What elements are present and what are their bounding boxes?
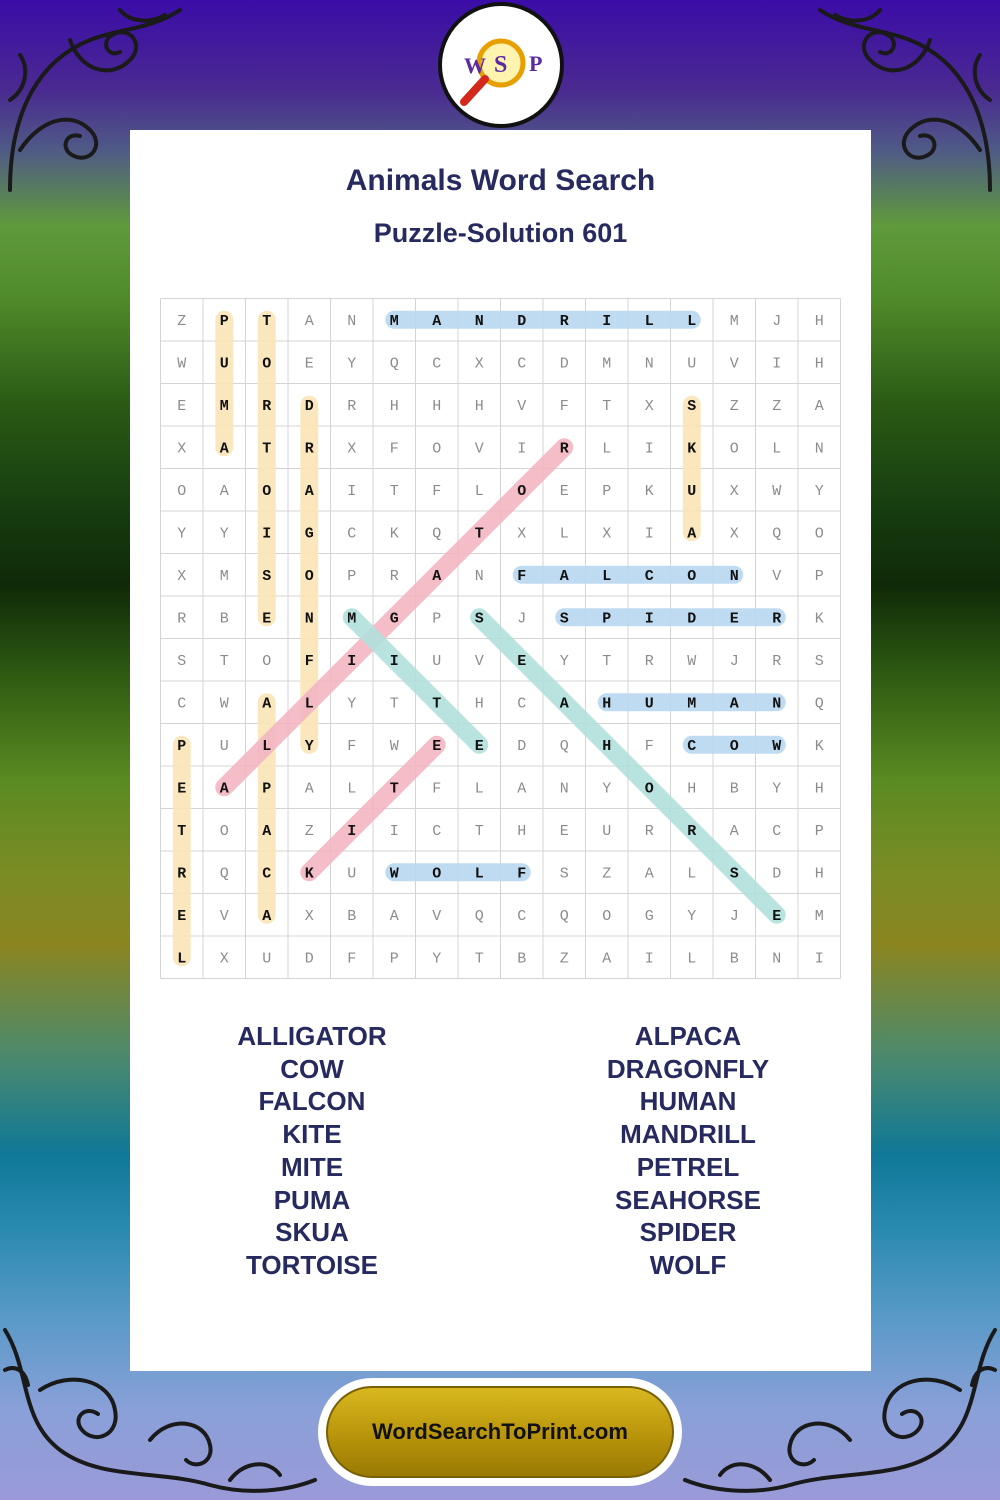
grid-letter: Z (304, 822, 314, 840)
grid-letter: O (602, 907, 612, 925)
grid-letter-found: A (559, 695, 569, 713)
grid-letter: P (814, 567, 824, 585)
grid-letter-found: M (219, 397, 229, 415)
grid-letter-found: O (262, 482, 272, 500)
puzzle-title: Animals Word Search (345, 164, 656, 197)
grid-letter: C (517, 907, 527, 925)
grid-letter-found: L (262, 737, 272, 755)
grid-letter-found: A (432, 312, 442, 330)
grid-letter: P (347, 567, 357, 585)
grid-letter-found: K (687, 440, 697, 458)
grid-letter: H (474, 695, 484, 713)
grid-letter-found: R (304, 440, 314, 458)
word-list-item: TORTOISE (246, 1249, 378, 1280)
grid-letter: I (347, 482, 357, 500)
grid-letter: T (389, 482, 399, 500)
grid-letter: V (474, 440, 484, 458)
grid-letter: Z (602, 865, 612, 883)
grid-letter: H (474, 397, 484, 415)
grid-letter: L (347, 780, 357, 798)
grid-letter: Z (729, 397, 739, 415)
grid-letter: T (474, 950, 484, 968)
grid-letter: P (814, 822, 824, 840)
grid-letter: I (517, 440, 527, 458)
grid-letter-found: K (304, 865, 314, 883)
grid-letter-found: R (687, 822, 697, 840)
word-list-item: SPIDER (639, 1217, 737, 1248)
grid-letter: V (219, 907, 229, 925)
grid-letter: U (687, 355, 697, 373)
grid-letter: W (772, 482, 782, 500)
grid-letter: V (432, 907, 442, 925)
grid-letter: R (644, 652, 654, 670)
grid-letter-found: E (474, 737, 484, 755)
grid-letter: I (644, 950, 654, 968)
grid-letter: A (729, 822, 739, 840)
grid-letter-found: Y (304, 737, 314, 755)
grid-letter-found: O (304, 567, 314, 585)
grid-letter-found: S (474, 610, 484, 628)
word-list-item: SEAHORSE (615, 1184, 761, 1215)
grid-letter-found: A (219, 780, 229, 798)
grid-letter: Q (474, 907, 484, 925)
grid-letter-found: S (687, 397, 697, 415)
grid-letter: B (517, 950, 527, 968)
grid-letter: W (177, 355, 187, 373)
grid-letter: U (602, 822, 612, 840)
grid-letter-found: E (432, 737, 442, 755)
grid-letter: S (177, 652, 187, 670)
grid-letter: J (729, 907, 739, 925)
grid-letter: Y (602, 780, 612, 798)
grid-letter-found: O (687, 567, 697, 585)
grid-letter: Y (347, 355, 357, 373)
grid-letter: B (347, 907, 357, 925)
grid-letter: E (177, 397, 187, 415)
puzzle-sheet (130, 130, 871, 1371)
grid-letter: D (772, 865, 782, 883)
grid-letter-found: A (262, 907, 272, 925)
grid-letter: K (644, 482, 654, 500)
grid-letter: H (389, 397, 399, 415)
grid-letter-found: T (262, 312, 272, 330)
grid-letter-found: N (474, 312, 484, 330)
grid-letter: O (177, 482, 187, 500)
footer-badge (318, 1378, 682, 1486)
grid-letter-found: G (389, 610, 399, 628)
grid-letter: F (347, 950, 357, 968)
grid-letter: I (644, 440, 654, 458)
grid-letter: I (814, 950, 824, 968)
grid-letter: Z (772, 397, 782, 415)
grid-letter: T (602, 652, 612, 670)
grid-letter-found: O (262, 355, 272, 373)
grid-letter-found: O (432, 865, 442, 883)
word-list-right (538, 1020, 838, 1282)
grid-letter: B (729, 780, 739, 798)
grid-letter: X (177, 440, 187, 458)
grid-letter-found: I (262, 525, 272, 543)
grid-letter: Y (687, 907, 697, 925)
grid-letter: L (559, 525, 569, 543)
grid-letter-found: A (559, 567, 569, 585)
grid-letter: M (219, 567, 229, 585)
grid-letter: A (219, 482, 229, 500)
grid-letter-found: A (432, 567, 442, 585)
grid-letter-found: F (517, 865, 527, 883)
grid-letter-found: A (729, 695, 739, 713)
grid-letter-found: M (347, 610, 357, 628)
grid-letter: C (432, 822, 442, 840)
word-list-item: ALPACA (634, 1021, 742, 1051)
grid-letter-found: P (177, 737, 187, 755)
grid-letter-found: H (602, 695, 612, 713)
grid-letter: D (559, 355, 569, 373)
magnifier-handle-icon (464, 79, 485, 102)
word-list-item: KITE (282, 1119, 342, 1150)
grid-letter-found: N (729, 567, 739, 585)
grid-letter-found: E (177, 907, 187, 925)
grid-letter: H (814, 780, 824, 798)
grid-letter: J (772, 312, 782, 330)
grid-letter: G (644, 907, 654, 925)
grid-letter: C (772, 822, 782, 840)
grid-letter: A (304, 312, 314, 330)
grid-letter: Q (432, 525, 442, 543)
grid-letter-found: I (644, 610, 654, 628)
grid-letter: V (729, 355, 739, 373)
grid-letter-found: D (304, 397, 314, 415)
grid-letter: N (347, 312, 357, 330)
grid-letter: P (432, 610, 442, 628)
grid-letter-found: E (262, 610, 272, 628)
grid-letter: Y (432, 950, 442, 968)
grid-letter: J (729, 652, 739, 670)
grid-letter: F (347, 737, 357, 755)
grid-letter: X (474, 355, 484, 373)
puzzle-subtitle: Puzzle-Solution 601 (373, 218, 628, 248)
grid-letter: X (644, 397, 654, 415)
grid-letter: O (262, 652, 272, 670)
grid-letter: N (814, 440, 824, 458)
grid-letter: M (729, 312, 739, 330)
grid-letter: T (474, 822, 484, 840)
grid-letter-found: U (687, 482, 697, 500)
grid-letter: X (602, 525, 612, 543)
grid-letter: U (262, 950, 272, 968)
grid-letter-found: P (219, 312, 229, 330)
grid-letter: Q (219, 865, 229, 883)
grid-letter: L (687, 950, 697, 968)
grid-letter-found: A (304, 482, 314, 500)
grid-letter: S (559, 865, 569, 883)
word-list-item: SKUA (275, 1217, 349, 1248)
grid-letter-found: O (729, 737, 739, 755)
grid-letter-found: S (559, 610, 569, 628)
grid-letter: C (517, 355, 527, 373)
grid-letter-found: T (262, 440, 272, 458)
grid-letter-found: U (644, 695, 654, 713)
grid-letter: W (687, 652, 697, 670)
grid-letter: Q (814, 695, 824, 713)
grid-letter-found: L (602, 567, 612, 585)
grid-letter: H (687, 780, 697, 798)
grid-letter: A (814, 397, 824, 415)
grid-letter: M (814, 907, 824, 925)
grid-letter-found: T (389, 780, 399, 798)
grid-letter: K (814, 737, 824, 755)
grid-letter-found: P (602, 610, 612, 628)
grid-letter-found: R (559, 312, 569, 330)
grid-letter: Y (814, 482, 824, 500)
grid-letter: Q (389, 355, 399, 373)
grid-letter-found: P (262, 780, 272, 798)
grid-letter: A (389, 907, 399, 925)
grid-letter-found: I (347, 652, 357, 670)
grid-letter: A (304, 780, 314, 798)
grid-letter: V (517, 397, 527, 415)
grid-letter: P (389, 950, 399, 968)
grid-letter-found: N (304, 610, 314, 628)
grid-letter-found: R (262, 397, 272, 415)
grid-letter-found: R (772, 610, 782, 628)
grid-letter-found: C (262, 865, 272, 883)
grid-letter: H (432, 397, 442, 415)
site-logo (438, 2, 564, 128)
grid-letter-found: M (389, 312, 399, 330)
grid-letter-found: A (262, 695, 272, 713)
logo-letter-p: P (529, 51, 543, 76)
grid-letter: Q (772, 525, 782, 543)
grid-letter-found: H (602, 737, 612, 755)
grid-letter: A (517, 780, 527, 798)
grid-letter: T (389, 695, 399, 713)
grid-letter: A (602, 950, 612, 968)
grid-letter: H (517, 822, 527, 840)
grid-letter-found: D (687, 610, 697, 628)
grid-letter: N (772, 950, 782, 968)
grid-letter-found: A (687, 525, 697, 543)
word-list-item: DRAGONFLY (606, 1053, 770, 1084)
grid-letter: O (219, 822, 229, 840)
grid-letter: E (559, 482, 569, 500)
grid-letter: F (644, 737, 654, 755)
grid-letter-found: N (772, 695, 782, 713)
grid-letter: Z (559, 950, 569, 968)
grid-letter: N (559, 780, 569, 798)
grid-letter-found: C (644, 567, 654, 585)
grid-letter: R (347, 397, 357, 415)
grid-letter: O (729, 440, 739, 458)
grid-letter-found: I (602, 312, 612, 330)
grid-letter-found: A (219, 440, 229, 458)
grid-letter-found: C (687, 737, 697, 755)
grid-letter-found: E (177, 780, 187, 798)
site-link[interactable]: WordSearchToPrint.com (326, 1386, 674, 1478)
grid-letter: Y (347, 695, 357, 713)
grid-letter: F (432, 482, 442, 500)
grid-letter-found: S (262, 567, 272, 585)
grid-letter: U (219, 737, 229, 755)
grid-letter: C (177, 695, 187, 713)
grid-letter: C (517, 695, 527, 713)
grid-letter: H (814, 355, 824, 373)
grid-letter: M (602, 355, 612, 373)
grid-letter: C (432, 355, 442, 373)
grid-letter: U (347, 865, 357, 883)
grid-letter: K (389, 525, 399, 543)
grid-letter: Y (772, 780, 782, 798)
grid-letter: N (474, 567, 484, 585)
grid-letter-found: L (644, 312, 654, 330)
word-list-item: PUMA (273, 1184, 351, 1215)
grid-letter: X (304, 907, 314, 925)
grid-letter-found: L (304, 695, 314, 713)
grid-letter: L (772, 440, 782, 458)
grid-letter: X (729, 525, 739, 543)
grid-letter-found: L (177, 950, 187, 968)
grid-letter-found: L (474, 865, 484, 883)
grid-letter: F (559, 397, 569, 415)
grid-letter: J (517, 610, 527, 628)
grid-letter: X (347, 440, 357, 458)
grid-letter: H (814, 865, 824, 883)
grid-letter: D (517, 737, 527, 755)
grid-letter-found: T (177, 822, 187, 840)
grid-letter: O (432, 440, 442, 458)
grid-letter-found: F (304, 652, 314, 670)
grid-letter: I (772, 355, 782, 373)
grid-letter-found: D (517, 312, 527, 330)
grid-letter: Y (219, 525, 229, 543)
grid-letter: T (219, 652, 229, 670)
grid-letter: I (644, 525, 654, 543)
grid-letter-found: E (517, 652, 527, 670)
grid-letter: Y (177, 525, 187, 543)
grid-letter: K (814, 610, 824, 628)
grid-letter: F (432, 780, 442, 798)
grid-letter-found: I (389, 652, 399, 670)
grid-letter: X (517, 525, 527, 543)
grid-letter: L (687, 865, 697, 883)
word-list-item: FALCON (258, 1086, 366, 1117)
grid-letter: V (772, 567, 782, 585)
grid-letter-found: M (687, 695, 697, 713)
grid-letter: Y (559, 652, 569, 670)
grid-letter: F (389, 440, 399, 458)
word-list-item: PETREL (636, 1151, 740, 1182)
grid-letter: W (219, 695, 229, 713)
word-list-item: ALLIGATOR (237, 1021, 387, 1051)
grid-letter-found: R (177, 865, 187, 883)
grid-letter: R (644, 822, 654, 840)
grid-letter: I (389, 822, 399, 840)
grid-letter-found: T (432, 695, 442, 713)
grid-letter: U (432, 652, 442, 670)
logo-letter-s: S (494, 52, 508, 78)
word-list-item: COW (280, 1053, 344, 1084)
grid-letter-found: I (347, 822, 357, 840)
grid-letter: W (389, 737, 399, 755)
grid-letter-found: U (219, 355, 229, 373)
word-list-left (162, 1020, 462, 1282)
grid-letter-found: W (389, 865, 399, 883)
grid-letter: H (814, 312, 824, 330)
grid-letter: A (644, 865, 654, 883)
logo-letter-w: W (464, 53, 486, 78)
grid-letter-found: R (559, 440, 569, 458)
grid-letter: X (729, 482, 739, 500)
grid-letter: O (814, 525, 824, 543)
grid-letter-found: E (729, 610, 739, 628)
word-search-grid (160, 298, 841, 979)
grid-letter-found: O (517, 482, 527, 500)
grid-letter-found: T (474, 525, 484, 543)
grid-letter: V (474, 652, 484, 670)
word-list-item: MANDRILL (620, 1119, 756, 1150)
grid-letter: E (559, 822, 569, 840)
grid-letter: S (814, 652, 824, 670)
grid-letter-found: E (772, 907, 782, 925)
grid-letter-found: A (262, 822, 272, 840)
grid-letter-found: S (729, 865, 739, 883)
grid-letter-found: F (517, 567, 527, 585)
word-list-item: HUMAN (639, 1086, 737, 1117)
grid-letter-found: G (304, 525, 314, 543)
grid-letter: Q (559, 737, 569, 755)
grid-letter: E (304, 355, 314, 373)
grid-letter: L (474, 482, 484, 500)
grid-letter: R (177, 610, 187, 628)
grid-letter-found: O (644, 780, 654, 798)
grid-letter: P (602, 482, 612, 500)
word-list-item: WOLF (649, 1249, 727, 1280)
grid-letter: X (219, 950, 229, 968)
grid-letter-found: L (687, 312, 697, 330)
grid-letter: C (347, 525, 357, 543)
grid-letter: Z (177, 312, 187, 330)
grid-letter: R (772, 652, 782, 670)
grid-letter: B (729, 950, 739, 968)
grid-letter: B (219, 610, 229, 628)
grid-letter: L (474, 780, 484, 798)
grid-letter: D (304, 950, 314, 968)
grid-letter: R (389, 567, 399, 585)
grid-letter: L (602, 440, 612, 458)
grid-letter: Q (559, 907, 569, 925)
grid-letter-found: W (772, 737, 782, 755)
grid-letter: T (602, 397, 612, 415)
word-list-item: MITE (280, 1151, 344, 1182)
grid-letter: N (644, 355, 654, 373)
grid-letter: X (177, 567, 187, 585)
